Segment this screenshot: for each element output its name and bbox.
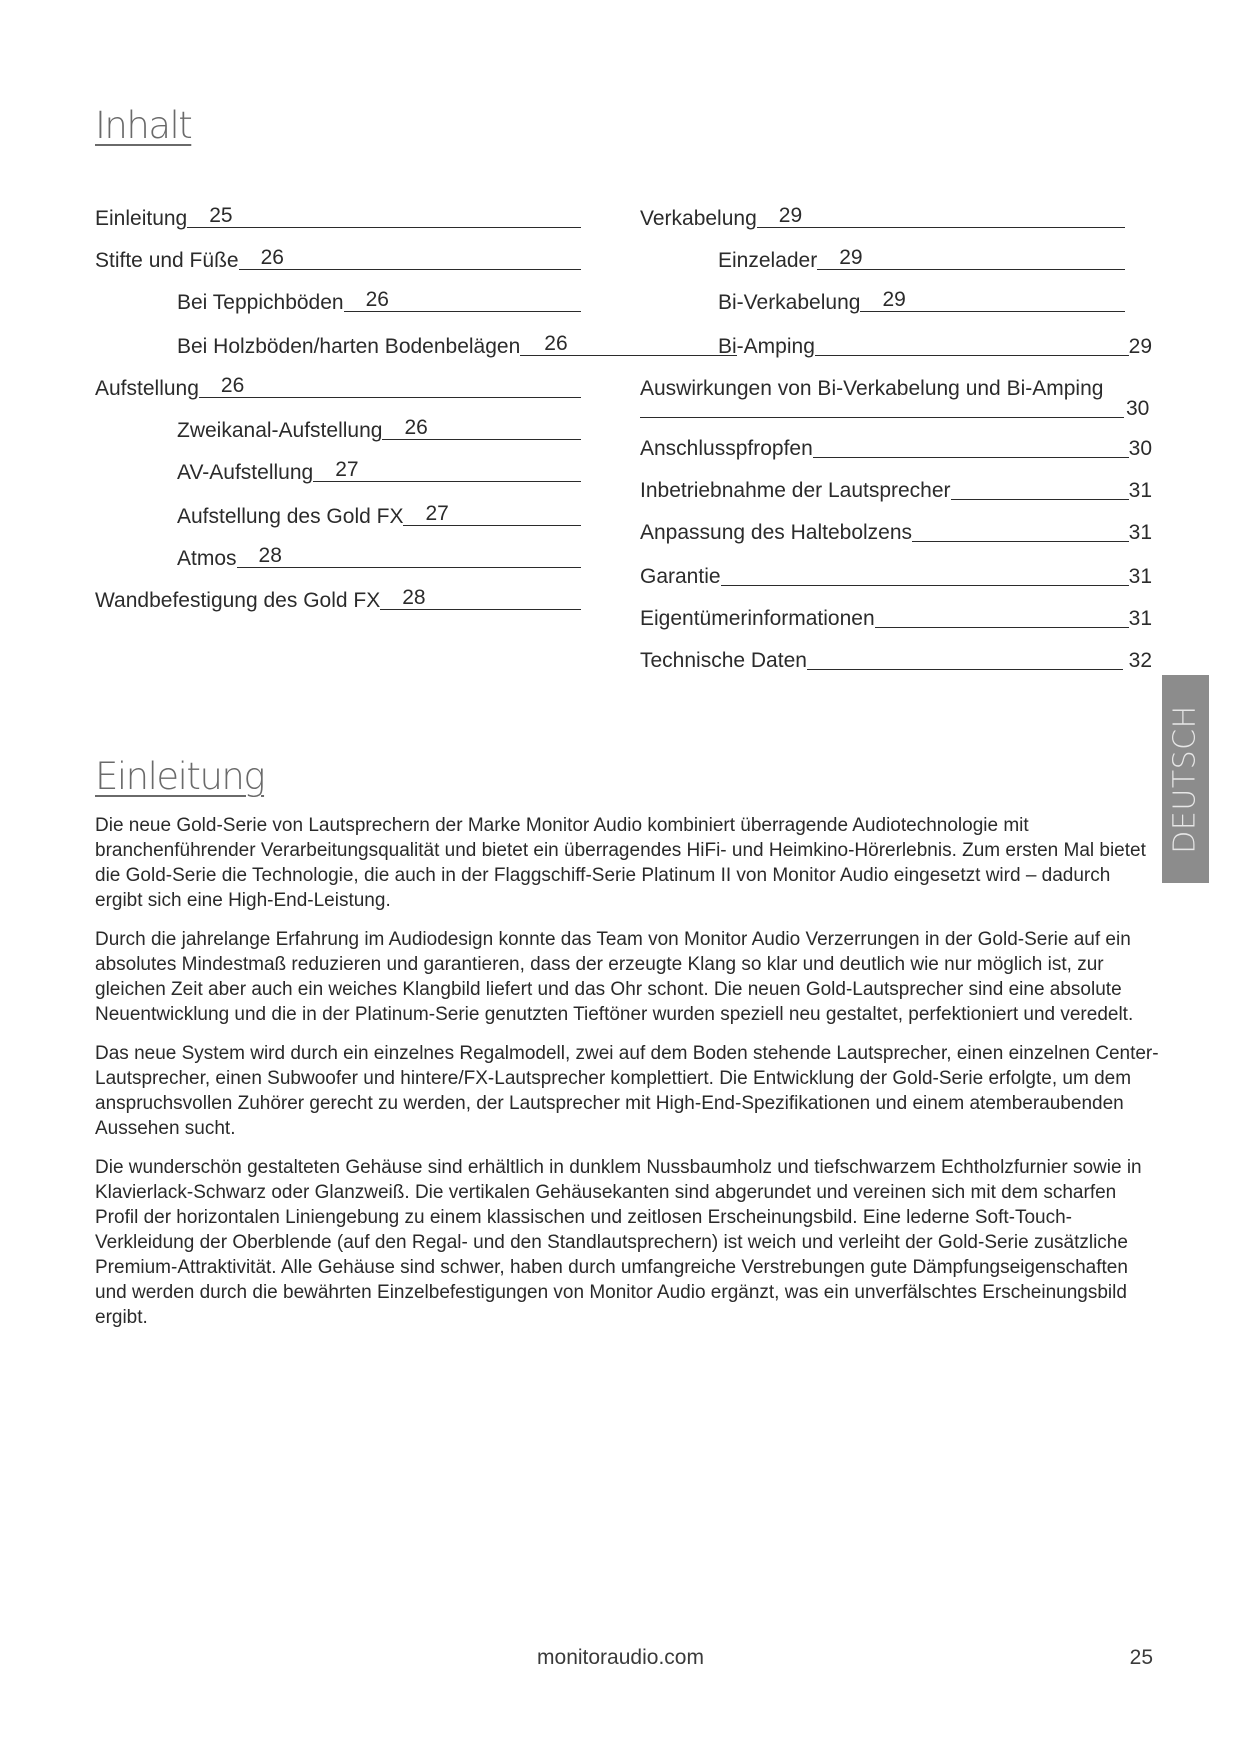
toc-entry[interactable] [640,435,1152,463]
toc-leader [187,204,581,228]
toc-entry-title: Einleitung [95,207,188,230]
intro-body [95,813,1160,1344]
toc-leader [860,288,1125,312]
toc-leader [807,669,1123,670]
toc-leader [403,502,581,526]
toc-leader [382,416,581,440]
toc-entry-page: 26 [544,332,568,355]
toc-entry-page: 28 [402,586,426,609]
toc-entry[interactable] [640,333,1152,361]
toc-entry-page: 26 [220,374,245,397]
toc-entry-page: 30 [1126,397,1150,420]
toc-entry-title: Auswirkungen von Bi-Verkabelung und Bi-Amping [640,377,1104,400]
toc-entry-title: Anschlusspfropfen [640,437,813,460]
toc-entry[interactable] [95,205,581,233]
toc-entry-page: 31 [1128,479,1152,502]
toc-leader [721,585,1129,586]
toc-entry[interactable] [640,205,1125,233]
toc-entry-page: 25 [209,204,233,227]
toc-entry-page: 28 [258,544,282,567]
intro-paragraph: Das neue System wird durch ein einzelnes Regalmodell, zwei auf dem Boden stehende Lautsprecher, einen einzelnen Center-Lautsprecher, einen Subwoofer und hintere/FX-Lautsprecher komplettiert. Die Entwicklung der Gold-Serie erfolgte, um dem anspruchsvollen Zuhörer gerecht zu werden, der Lautsprecher mit High-End-Spezifikationen und einem atemberaubenden Aussehen sucht. [95,1043,1159,1139]
toc-entry-page: 31 [1128,607,1152,630]
toc-entry-title: Garantie [640,565,721,588]
toc-entry[interactable] [95,375,581,403]
toc-entry-title: Atmos [177,547,237,570]
page-number: 25 [1129,1646,1153,1669]
toc-leader [344,288,581,312]
toc-leader [817,246,1125,270]
toc-entry[interactable] [640,563,1152,591]
toc-entry-page: 29 [1128,335,1152,358]
toc-heading: Inhalt [95,104,192,147]
toc-entry[interactable] [640,375,1152,421]
toc-leader [912,541,1129,542]
toc-entry-title: Stifte und Füße [95,249,239,272]
language-tab[interactable] [1162,675,1209,883]
toc-entry-title: Bi-Amping [718,335,815,358]
toc-entry-title: Eigentümerinformationen [640,607,875,630]
toc-entry-page: 29 [882,288,906,311]
toc-entry-title: Inbetriebnahme der Lautsprecher [640,479,951,502]
toc-entry[interactable] [95,587,581,615]
intro-paragraph: Die neue Gold-Serie von Lautsprechern der Marke Monitor Audio kombiniert überragende Audiotechnologie mit branchenführender Verarbeitungsqualität und bietet ein überragendes HiFi- und Heimkino-Hörerlebnis. Zum ersten Mal bietet die Gold-Serie die Technologie, die auch in der Flaggschiff-Serie Platinum II von Monitor Audio eingesetzt wird – dadurch ergibt sich eine High-End-Leistung. [95,815,1146,911]
toc-leader [813,457,1129,458]
toc-entry[interactable] [640,477,1152,505]
toc-leader [237,544,581,568]
toc-entry[interactable] [640,605,1152,633]
toc-entry-page: 26 [365,288,389,311]
toc-entry-title: Bei Holzböden/harten Bodenbelägen [177,335,521,358]
toc-right-column [640,205,1152,675]
toc-entry-title: Aufstellung des Gold FX [177,505,404,528]
toc-entry-page: 27 [425,502,449,525]
toc-entry[interactable] [95,247,581,275]
toc-entry-page: 29 [839,246,863,269]
toc-entry-title: AV-Aufstellung [177,461,314,484]
toc-entry-title: Anpassung des Haltebolzens [640,521,913,544]
toc-entry[interactable] [640,519,1152,547]
toc-entry-title: Wandbefestigung des Gold FX [95,589,381,612]
intro-paragraph: Durch die jahrelange Erfahrung im Audiodesign konnte das Team von Monitor Audio Verzerrungen in der Gold-Serie auf ein absolutes Mindestmaß reduzieren und garantieren, dass der erzeugte Klang so klar und deutlich wie nur möglich ist, zur gleichen Zeit aber auch ein weiches Klangbild liefert und das Ohr schont. Die neuen Gold-Lautsprecher sind eine absolute Neuentwicklung und die in der Platinum-Serie genutzten Tieftöner wurden speziell neu gestaltet, perfektioniert und veredelt. [95,929,1134,1025]
intro-heading: Einleitung [95,755,265,798]
toc-entry-page: 30 [1128,437,1152,460]
toc-entry[interactable] [640,647,1152,675]
toc-entry-page: 31 [1128,565,1152,588]
toc-leader [199,374,581,398]
toc-entry-page: 26 [404,416,428,439]
toc-leader [640,417,1124,418]
toc-entry[interactable] [95,545,581,573]
toc-entry-title: Bi-Verkabelung [718,291,861,314]
toc-entry-title: Bei Teppichböden [177,291,344,314]
toc-entry-title: Einzelader [718,249,818,272]
toc-entry-page: 26 [260,246,284,269]
toc-leader [951,499,1129,500]
toc-entry-title: Zweikanal-Aufstellung [177,419,383,442]
toc-entry-page: 31 [1128,521,1152,544]
toc-entry-title: Verkabelung [640,207,757,230]
toc-entry-page: 29 [778,204,803,227]
toc-entry-title: Technische Daten [640,649,807,672]
toc-entry[interactable] [95,459,581,487]
toc-entry-page: 27 [335,458,359,481]
toc-leader [815,355,1129,356]
toc-entry[interactable] [640,247,1125,275]
toc-leader [380,586,581,610]
toc-entry[interactable] [95,289,581,317]
toc-entry-page: 32 [1128,649,1152,672]
toc-left-column [95,205,581,615]
toc-entry-title: Aufstellung [95,377,199,400]
language-tab-label: DEUTSCH [1168,704,1204,854]
toc-leader [875,627,1129,628]
toc-entry[interactable] [95,417,581,445]
toc-entry[interactable] [95,503,581,531]
toc-leader [313,458,581,482]
toc-entry[interactable] [640,289,1125,317]
toc-leader [757,204,1125,228]
footer-website: monitoraudio.com [537,1646,704,1669]
toc-leader [239,246,581,270]
intro-paragraph: Die wunderschön gestalteten Gehäuse sind erhältlich in dunklem Nussbaumholz und tiefschwarzem Echtholzfurnier sowie in Klavierlack-Schwarz oder Glanzweiß. Die vertikalen Gehäusekanten sind abgerundet und vereinen sich mit dem scharfen Profil der horizontalen Liniengebung zu einem klassischen und zeitlosen Erscheinungsbild. Eine lederne Soft-Touch-Verkleidung der Oberblende (auf den Regal- und den Standlautsprechern) ist weich und verleiht der Gold-Serie zusätzliche Premium-Attraktivität. Alle Gehäuse sind schwer, haben durch umfangreiche Verstrebungen gute Dämpfungseigenschaften und werden durch die bewährten Einzelbefestigungen von Monitor Audio ergänzt, was ein unverfälschtes Erscheinungsbild ergibt. [95,1157,1142,1328]
